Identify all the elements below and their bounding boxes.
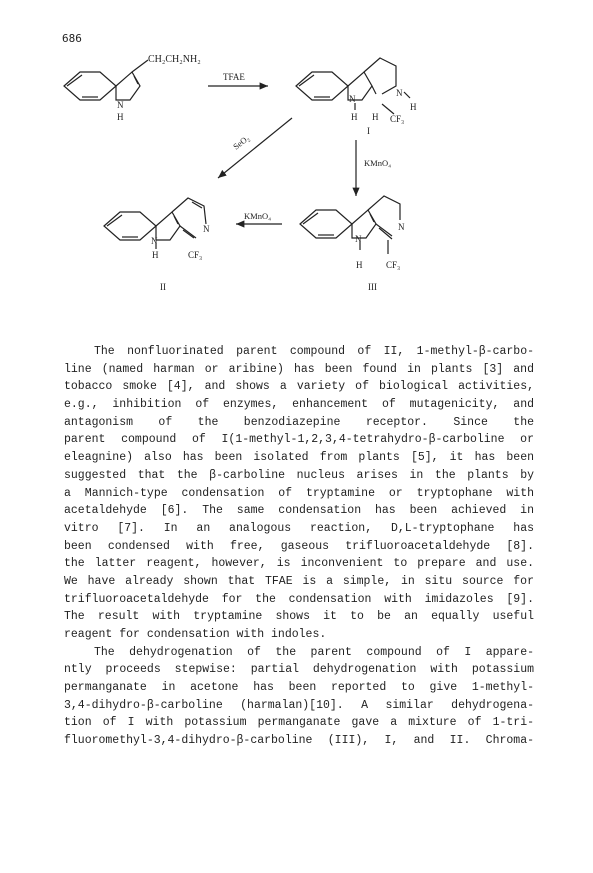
compound-II-n-pyridine: N [203,224,210,234]
tryptamine-structure [64,60,148,100]
body-line: a Mannich-type condensation of tryptamine or tryptophane with [64,486,534,500]
compound-I-cf3: CF₃ [390,114,405,124]
compound-II-label: II [160,282,166,292]
body-line: The dehydrogenation of the parent compound of I appare- [94,645,534,659]
arrow-seo2 [218,118,292,178]
body-line: e.g., inhibition of enzymes, enhancement of mutagenicity, and [64,398,534,412]
compound-III-structure [300,196,400,254]
compound-III-cf3: CF₃ [386,260,401,270]
body-line: eleagnine) also has been isolated from plants [5], it has been [64,451,534,465]
compound-III-h-indole: H [356,260,363,270]
seo2-label: SeO₂ [231,132,252,152]
reaction-scheme [0,0,593,320]
compound-I-n-ring: N [396,88,403,98]
tryptamine-h-label: H [117,112,124,122]
compound-III-n-ring: N [398,222,405,232]
body-line: tion of I with potassium permanganate gave a mixture of 1-tri- [64,716,534,730]
body-line: fluoromethyl-3,4-dihydro-β-carboline (III), I, and II. Chroma- [64,734,534,748]
compound-I-h-ring: H [410,102,417,112]
compound-III-label: III [368,282,377,292]
body-line: acetaldehyde [6]. The same condensation has been achieved in [64,504,534,518]
body-line: the latter reagent, however, is inconvenient to prepare and use. [64,557,534,571]
body-line: permanganate in acetone has been reported to give 1-methyl- [64,681,534,695]
compound-III-n-indole: N [355,234,362,244]
compound-I-structure [296,58,410,114]
page-number: 686 [62,32,82,45]
compound-II-cf3: CF₃ [188,250,203,260]
body-line: 3,4-dihydro-β-carboline (harmalan)[10]. A similar dehydrogena- [64,698,534,712]
body-line: parent compound of I(1-methyl-1,2,3,4-tetrahydro-β-carboline or [64,433,534,447]
body-line: vitro [7]. In an analogous reaction, D,L-tryptophane has [64,521,534,535]
body-line: been condensed with free, gaseous trifluoroacetaldehyde [8]. [64,539,534,553]
body-line: tobacco smoke [4], and shows a variety of biological activities, [64,380,534,394]
body-line: trifluoroacetaldehyde for the condensation with imidazoles [9]. [64,592,534,606]
compound-II-h-indole: H [152,250,159,260]
body-line: line (named harman or aribine) has been found in plants [3] and [64,362,534,376]
compound-I-label: I [367,126,370,136]
compound-II-n-indole: N [151,236,158,246]
compound-I-h-indole: H [351,112,358,122]
tryptamine-sidechain-label: CH₂CH₂NH₂ [148,54,201,65]
compound-I-n-indole: N [349,94,356,104]
kmno4-down-label: KMnO₄ [364,158,392,168]
body-text [64,343,534,750]
kmno4-left-label: KMnO₄ [244,211,272,221]
body-line: antagonism of the benzodiazepine receptor. Since the [64,415,534,429]
compound-I-h-c1: H [372,112,379,122]
body-line: ntly proceeds stepwise: partial dehydrogenation with potassium [64,663,534,677]
tryptamine-n-label: N [117,100,124,110]
body-line: The nonfluorinated parent compound of II, 1-methyl-β-carbo- [94,345,534,358]
body-line: The result with tryptamine shows it to be an equally useful [64,610,534,624]
body-line: suggested that the β-carboline nucleus arises in the plants by [64,468,534,482]
body-line: reagent for condensation with indoles. [64,628,327,641]
tfae-label: TFAE [223,72,245,82]
body-line: We have already shown that TFAE is a simple, in situ source for [64,574,534,588]
